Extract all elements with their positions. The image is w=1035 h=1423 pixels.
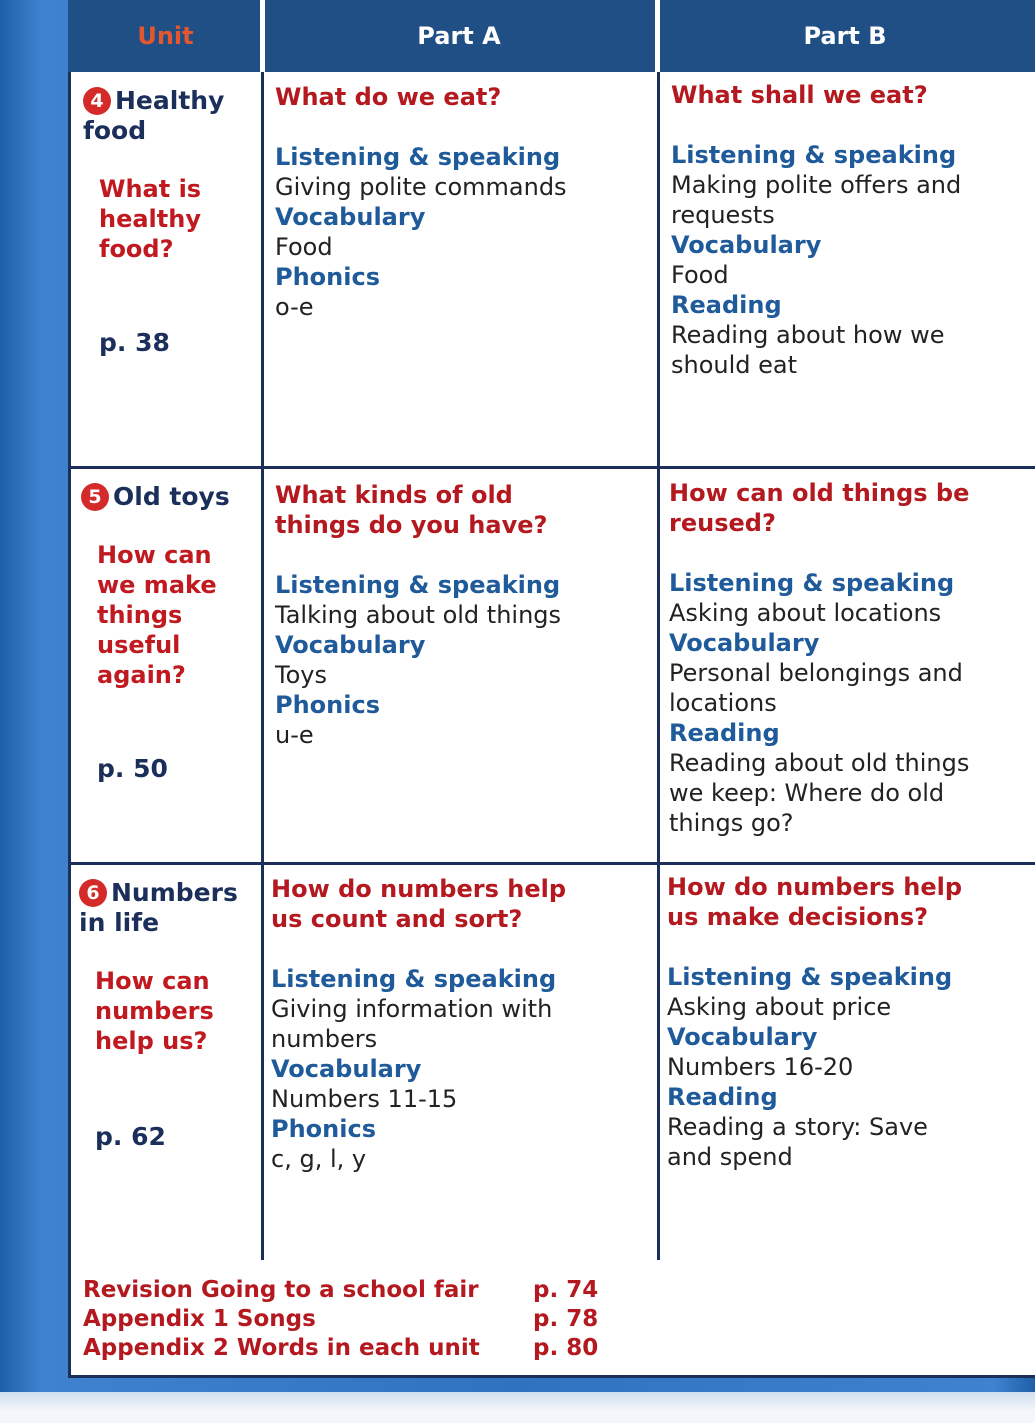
page-edge: [0, 1392, 1035, 1423]
part-b-column-header: Part B: [803, 22, 887, 50]
section-text: o-e: [275, 293, 314, 321]
section-heading: Phonics: [275, 263, 380, 291]
column-divider: [261, 72, 264, 1260]
unit-5-title-line: [81, 482, 253, 512]
unit-4-cell: [83, 86, 255, 456]
section-text: Talking about old things: [275, 601, 562, 629]
section-text: Toys: [275, 661, 327, 689]
unit-5-cell: [81, 482, 253, 852]
unit-4-title-line: [83, 86, 255, 146]
part-question: How do numbers help us count and sort?: [271, 875, 567, 933]
unit-page-ref: p. 62: [95, 1122, 166, 1151]
part-question: How do numbers help us make decisions?: [667, 873, 963, 931]
section-heading: Listening & speaking: [271, 965, 557, 993]
section-heading: Reading: [669, 719, 780, 747]
unit-6-title-line: [79, 878, 255, 938]
appendix-list: [68, 1260, 1035, 1378]
list-item: [83, 1334, 599, 1363]
section-heading: Vocabulary: [671, 231, 822, 259]
section-heading: Phonics: [271, 1115, 376, 1143]
section-heading: Listening & speaking: [667, 963, 953, 991]
section-text: Personal belongings and locations: [669, 659, 963, 717]
appendix-label: Appendix 1 Songs: [83, 1306, 316, 1332]
appendix-page: p. 80: [533, 1335, 599, 1361]
unit-page-ref: p. 38: [99, 328, 170, 357]
appendix-label: Revision Going to a school fair: [83, 1277, 479, 1303]
column-divider: [657, 72, 660, 1260]
section-heading: Listening & speaking: [275, 143, 561, 171]
part-question: What shall we eat?: [671, 81, 928, 109]
section-text: Food: [671, 261, 729, 289]
unit-column-header: Unit: [137, 22, 194, 50]
row-divider: [71, 862, 1035, 865]
unit-question: What is healthy food?: [99, 175, 202, 263]
section-text: Making polite offers and requests: [671, 171, 962, 229]
section-heading: Reading: [671, 291, 782, 319]
appendix-label: Appendix 2 Words in each unit: [83, 1335, 480, 1361]
section-heading: Phonics: [275, 691, 380, 719]
unit-number-badge: 4: [83, 87, 111, 115]
section-text: Giving information with numbers: [271, 995, 553, 1053]
unit-6-part-a: [271, 874, 647, 1174]
unit-number-badge: 6: [79, 879, 107, 907]
list-item: [83, 1276, 599, 1305]
section-heading: Vocabulary: [275, 631, 426, 659]
section-heading: Vocabulary: [667, 1023, 818, 1051]
unit-title: Healthy food: [83, 86, 225, 145]
unit-4-part-a: [275, 82, 647, 322]
section-text: Reading about how we should eat: [671, 321, 945, 379]
section-heading: Reading: [667, 1083, 778, 1111]
section-text: Reading about old things we keep: Where do old things go?: [669, 749, 970, 837]
section-text: c, g, l, y: [271, 1145, 367, 1173]
unit-question: How can we make things useful again?: [97, 541, 217, 689]
section-heading: Vocabulary: [669, 629, 820, 657]
unit-question: How can numbers help us?: [95, 967, 214, 1055]
section-text: Numbers 11-15: [271, 1085, 458, 1113]
appendix-page: p. 78: [533, 1306, 599, 1332]
appendix-page: p. 74: [533, 1277, 599, 1303]
unit-6-part-b: [667, 872, 1031, 1172]
section-heading: Listening & speaking: [669, 569, 955, 597]
section-heading: Vocabulary: [275, 203, 426, 231]
section-heading: Listening & speaking: [671, 141, 957, 169]
part-question: What do we eat?: [275, 83, 502, 111]
section-text: Reading a story: Save and spend: [667, 1113, 928, 1171]
unit-5-part-b: [669, 478, 1031, 838]
section-heading: Listening & speaking: [275, 571, 561, 599]
list-item: [83, 1305, 599, 1334]
table-header: [68, 0, 1035, 72]
section-heading: Vocabulary: [271, 1055, 422, 1083]
section-text: Food: [275, 233, 333, 261]
unit-6-cell: [79, 878, 255, 1248]
section-text: Giving polite commands: [275, 173, 567, 201]
section-text: Asking about price: [667, 993, 892, 1021]
part-question: What kinds of old things do you have?: [275, 481, 548, 539]
unit-title: Numbers in life: [79, 878, 238, 937]
section-text: Numbers 16-20: [667, 1053, 854, 1081]
unit-5-part-a: [275, 480, 647, 750]
part-a-column-header: Part A: [417, 22, 501, 50]
section-text: Asking about locations: [669, 599, 942, 627]
unit-4-part-b: [671, 80, 1031, 380]
section-text: u-e: [275, 721, 314, 749]
contents-table: [68, 72, 1035, 1260]
row-divider: [71, 466, 1035, 469]
unit-page-ref: p. 50: [97, 754, 168, 783]
unit-title: Old toys: [113, 482, 230, 511]
part-question: How can old things be reused?: [669, 479, 970, 537]
unit-number-badge: 5: [81, 483, 109, 511]
